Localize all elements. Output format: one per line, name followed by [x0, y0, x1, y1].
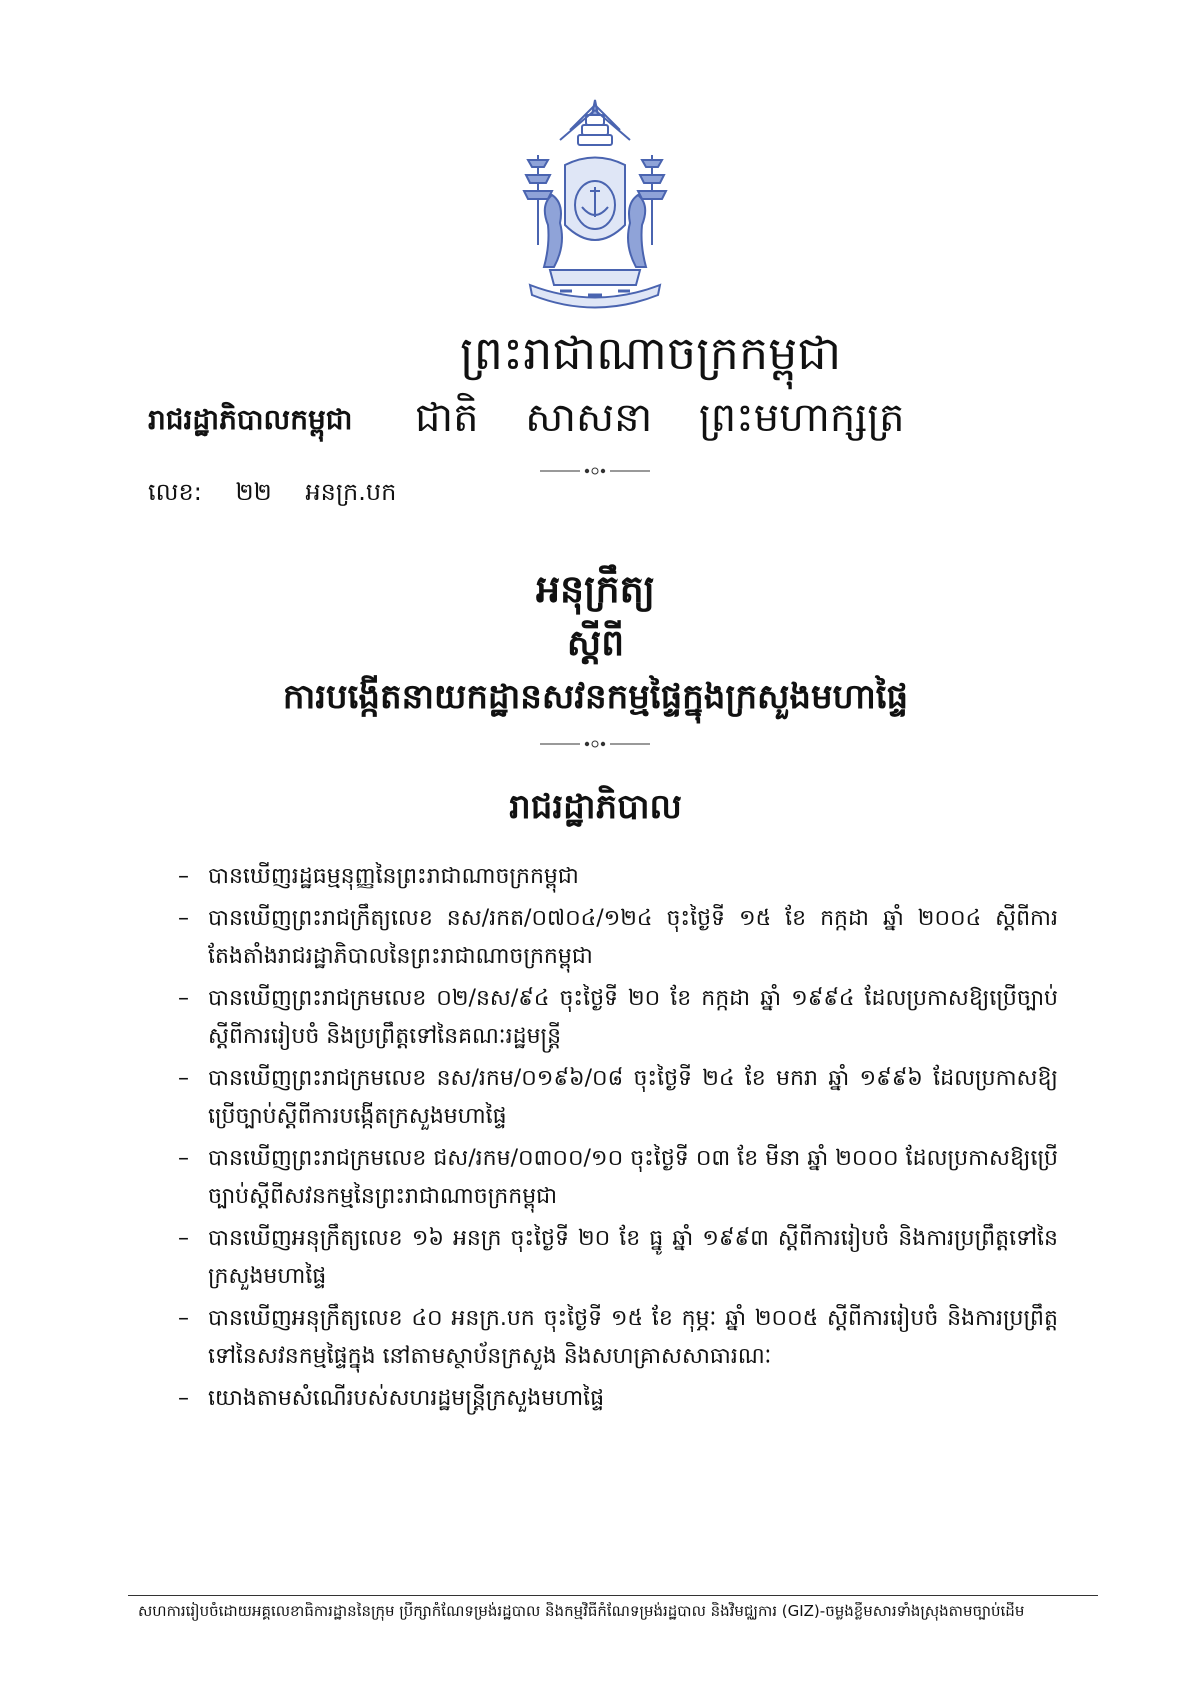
- preamble-text: បានឃើញរដ្ឋធម្មនុញ្ញនៃព្រះរាជាណាចក្រកម្ពុជា: [208, 864, 579, 889]
- list-item: [178, 858, 1058, 896]
- preamble-text: បានឃើញអនុក្រឹត្យលេខ ១៦ អនក្រ ចុះថ្ងៃទី ២០ ខែ ធ្នូ ឆ្នាំ ១៩៩៣ ស្តីពីការរៀបចំ និងការប្រព្រឹត្តទៅនៃក្រសួងមហាផ្ទៃ: [208, 1226, 1058, 1289]
- issuer-heading: រាជរដ្ឋាភិបាល: [509, 787, 682, 827]
- dash-bullet: –: [178, 1066, 189, 1091]
- preamble-text: បានឃើញព្រះរាជក្រមលេខ ជស/រកម/០៣០០/១០ ចុះថ្ងៃទី ០៣ ខែ មីនា ឆ្នាំ ២០០០ ដែលប្រកាសឱ្យប្រើច្បាប់ស្តីពីសវនកម្មនៃព្រះរាជាណាចក្រកម្ពុជា: [208, 1146, 1058, 1209]
- preamble-text: បានឃើញអនុក្រឹត្យលេខ ៤០ អនក្រ.បក ចុះថ្ងៃទី ១៥ ខែ កុម្ភៈ ឆ្នាំ ២០០៥ ស្តីពីការរៀបចំ និងការប្រព្រឹត្តទៅនៃសវនកម្មផ្ទៃក្នុង នៅតាមស្ថាប័នក្រសួង និងសហគ្រាសសាធារណៈ: [208, 1306, 1058, 1369]
- dash-bullet: –: [178, 906, 189, 931]
- list-item: [178, 980, 1058, 1056]
- dash-bullet: –: [178, 1306, 189, 1331]
- preamble-text: បានឃើញព្រះរាជក្រមលេខ ០២/នស/៩៤ ចុះថ្ងៃទី ២០ ខែ កក្កដា ឆ្នាំ ១៩៩៤ ដែលប្រកាសឱ្យប្រើច្បាប់ស្តីពីការរៀបចំ និងប្រព្រឹត្តទៅនៃគណៈរដ្ឋមន្ត្រី: [208, 986, 1058, 1049]
- list-item: [178, 1140, 1058, 1216]
- motto-religion: សាសនា: [525, 395, 653, 441]
- preamble-list: [178, 858, 1058, 1422]
- royal-emblem-icon: [520, 95, 670, 320]
- kingdom-title: ព្រះរាជាណាចក្រកម្ពុជា: [460, 326, 842, 380]
- list-item: [178, 1300, 1058, 1376]
- motto-nation: ជាតិ: [415, 395, 479, 441]
- subject-divider-ornament-icon: [540, 738, 650, 750]
- dash-bullet: –: [178, 1146, 189, 1171]
- preamble-text: បានឃើញព្រះរាជក្រមលេខ នស/រកម/០១៩៦/០៨ ចុះថ្ងៃទី ២៤ ខែ មករា ឆ្នាំ ១៩៩៦ ដែលប្រកាសឱ្យប្រើច្បាប់ស្តីពីការបង្កើតក្រសួងមហាផ្ទៃ: [208, 1066, 1058, 1129]
- list-item: [178, 1380, 1058, 1418]
- divider-ornament-icon: [540, 465, 650, 477]
- subject-heading: ការបង្កើតនាយកដ្ឋានសវនកម្មផ្ទៃក្នុងក្រសួងមហាផ្ទៃ: [282, 677, 909, 717]
- footer-divider: [128, 1595, 1098, 1596]
- dash-bullet: –: [178, 986, 189, 1011]
- document-type-heading: អនុក្រឹត្យ: [535, 567, 656, 611]
- dash-bullet: –: [178, 1386, 189, 1411]
- reference-code: អនក្រ.បក: [305, 478, 397, 506]
- preamble-text: យោងតាមសំណើរបស់សហរដ្ឋមន្ត្រីក្រសួងមហាផ្ទៃ: [208, 1386, 605, 1411]
- reference-value: ២២: [235, 478, 272, 506]
- footer-note: សហការរៀបចំដោយអគ្គលេខាធិការដ្ឋាននៃក្រុម ប្រឹក្សាកំណែទម្រង់រដ្ឋបាល និងកម្មវិធីកំណែទម្រង់រដ្ឋបាល និងវិមជ្ឈការ (GIZ)-ចម្លងខ្លឹមសារទាំងស្រុងតាមច្បាប់ដើម: [138, 1602, 1025, 1620]
- regarding-heading: ស្តីពី: [566, 623, 625, 664]
- national-motto: [415, 392, 939, 451]
- list-item: [178, 1060, 1058, 1136]
- motto-king: ព្រះមហាក្សត្រ: [698, 395, 905, 441]
- reference-number: [148, 477, 422, 512]
- dash-bullet: –: [178, 1226, 189, 1251]
- reference-label: លេខ:: [148, 478, 202, 506]
- dash-bullet: –: [178, 864, 189, 889]
- preamble-text: បានឃើញព្រះរាជក្រឹត្យលេខ នស/រកត/០៧០៤/១២៤ ចុះថ្ងៃទី ១៥ ខែ កក្កដា ឆ្នាំ ២០០៤ ស្តីពីការតែងតាំងរាជរដ្ឋាភិបាលនៃព្រះរាជាណាចក្រកម្ពុជា: [208, 906, 1058, 969]
- government-label: រាជរដ្ឋាភិបាលកម្ពុជា: [148, 403, 353, 436]
- list-item: [178, 900, 1058, 976]
- list-item: [178, 1220, 1058, 1296]
